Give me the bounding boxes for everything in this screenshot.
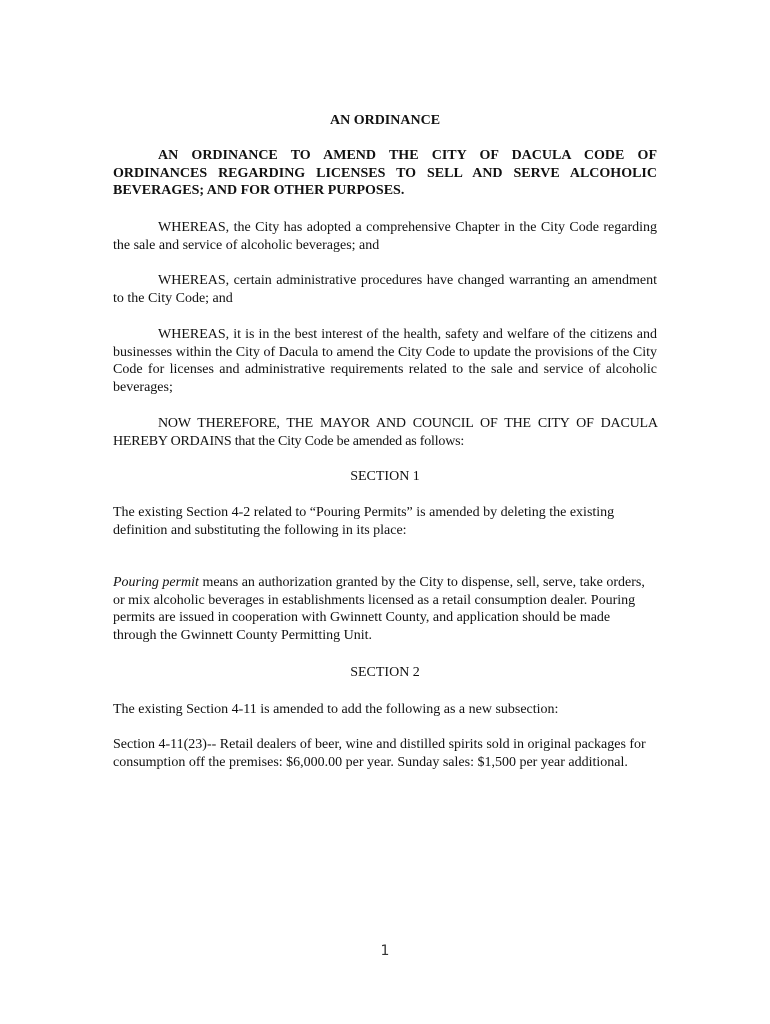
section-2-text: The existing Section 4-11 is amended to add the following as a new subsection: — [113, 702, 559, 717]
section-1-text: The existing Section 4-2 related to “Pouring Permits” is amended by deleting the existing definition and substituting the following in its place: — [113, 505, 615, 538]
now-therefore-bold: NOW THEREFORE, THE MAYOR AND COUNCIL OF THE CITY OF DACULA — [158, 416, 657, 431]
whereas-paragraph-1: WHEREAS, the City has adopted a comprehensive Chapter in the City Code regarding the sale and service of alcoholic beverages; and — [113, 220, 657, 253]
definition-text: means an authorization granted by the City to dispense, sell, serve, take orders, or mix alcoholic beverages in establishments licensed as a retail consumption dealer. Pouring permits are issued in cooperation with Gwinnett County, and application should be made through the Gwinnett County Permitting Unit. — [113, 575, 645, 643]
section-2-subsection: Section 4-11(23)-- Retail dealers of beer, wine and distilled spirits sold in original packages for consumption off the premises: $6,000.00 per year. Sunday sales: $1,500 per year additional. — [113, 737, 646, 770]
ordinance-heading: AN ORDINANCE TO AMEND THE CITY OF DACULA CODE OF ORDINANCES REGARDING LICENSES TO SELL AND SERVE ALCOHOLIC BEVERAGES; AND FOR OTHER PURPOSES. — [113, 148, 657, 198]
whereas-paragraph-3: WHEREAS, it is in the best interest of the health, safety and welfare of the citizens and businesses within the City of Dacula to amend the City Code to update the provisions of the City Code for licenses and administrative requirements related to the sale and service of alcoholic beverages; — [113, 327, 657, 395]
page-number: 1 — [380, 943, 390, 959]
definition-term: Pouring permit — [113, 575, 199, 590]
section-2-heading: SECTION 2 — [350, 665, 420, 680]
whereas-paragraph-2: WHEREAS, certain administrative procedures have changed warranting an amendment to the City Code; and — [113, 273, 657, 306]
pouring-permit-definition — [113, 574, 657, 644]
section-1-heading: SECTION 1 — [350, 469, 420, 484]
now-therefore-rest: HEREBY ORDAINS that the City Code be amended as follows: — [113, 433, 465, 449]
now-therefore-paragraph — [113, 415, 657, 450]
document-title: AN ORDINANCE — [329, 113, 441, 128]
